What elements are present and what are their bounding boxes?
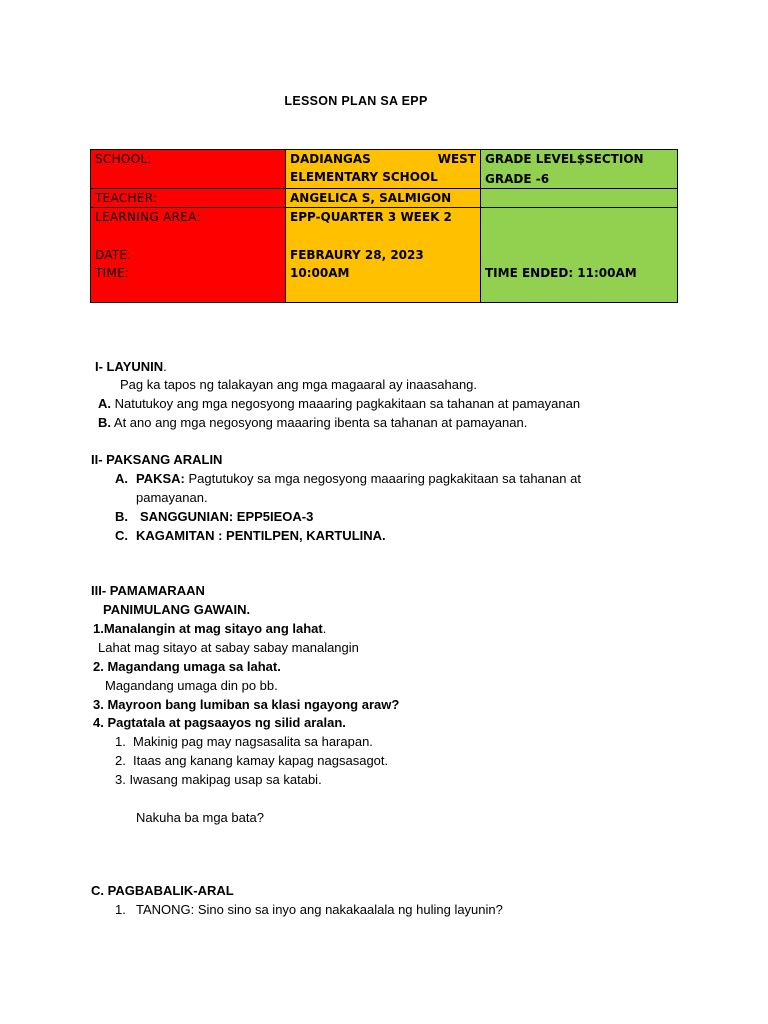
step-2: 2. Magandang umaga sa lahat. [93,659,281,674]
panimulang-heading: PANIMULANG GAWAIN. [103,602,251,617]
school-value-part: DADIANGAS [290,152,371,166]
step-3: 3. Mayroon bang lumiban sa klasi ngayong araw? [93,697,400,712]
list-marker: B. [115,509,128,524]
area-date-time-labels [91,208,286,303]
rule-1 [115,734,373,749]
paksang-item-c [115,528,386,543]
paksang-item-b [115,509,313,524]
area-value: EPP-QUARTER 3 WEEK 2 [290,210,452,224]
paksa-text: Pagtutukoy sa mga negosyong maaaring pagkakitaan sa tahanan at [184,471,581,486]
layunin-item-b [98,415,527,430]
layunin-intro: Pag ka tapos ng talakayan ang mga magaaral ay inaasahang. [120,377,478,392]
layunin-heading [95,359,167,374]
step-4: 4. Pagtatala at pagsaayos ng silid aralan. [93,715,346,730]
grade-cell [481,150,678,189]
list-marker: A. [115,471,128,486]
rule-2-text: Itaas ang kanang kamay kapag nagsasagot. [133,753,389,768]
paksang-item-a [115,471,581,486]
step-1-response: Lahat mag sitayo at sabay sabay manalangin [98,640,359,655]
date-value: FEBRAURY 28, 2023 [290,248,424,262]
rule-3: 3. Iwasang makipag usap sa katabi. [115,772,322,787]
grade-value: GRADE -6 [485,172,550,186]
list-marker: C. [115,528,128,543]
list-marker: 1. [115,734,126,749]
grade-label: GRADE LEVEL$SECTION [485,152,644,166]
area-label: LEARNING AREA: [95,210,201,224]
layunin-item-a [98,396,580,411]
list-marker: 2. [115,753,126,768]
page-title: LESSON PLAN SA EPP [284,94,428,108]
paksang-heading: II- PAKSANG ARALIN [91,452,223,467]
paksa-label: PAKSA: [136,471,185,486]
kagamitan-text: KAGAMITAN : PENTILPEN, KARTULINA. [136,528,386,543]
list-marker: 1. [115,902,126,917]
step-1-dot: . [322,621,327,636]
layunin-heading-text: I- LAYUNIN [95,359,164,374]
balik-question-text: TANONG: Sino sino sa inyo ang nakakaalala ng huling layunin? [136,902,503,917]
sanggunian-text: SANGGUNIAN: EPP5IEOA-3 [140,509,314,524]
balik-heading: C. PAGBABALIK-ARAL [91,883,234,898]
paksang-item-a-cont: pamayanan. [136,490,208,505]
school-value-part: WEST [437,152,476,166]
rule-1-text: Makinig pag may nagsasalita sa harapan. [133,734,373,749]
info-table [90,149,678,303]
rule-2 [115,753,388,768]
layunin-heading-dot: . [163,359,167,374]
step-1 [93,621,326,636]
school-value [286,150,481,189]
school-label: SCHOOL: [91,150,286,189]
time-label: TIME: [95,266,130,280]
list-marker: B. [98,415,111,430]
time-ended-cell [481,208,678,303]
teacher-blank [481,189,678,208]
time-ended: TIME ENDED: 11:00AM [485,266,637,280]
school-value-line: ELEMENTARY SCHOOL [290,170,438,184]
teacher-value: ANGELICA S, SALMIGON [286,189,481,208]
area-date-time-values [286,208,481,303]
step-2-response: Magandang umaga din po bb. [105,678,278,693]
list-marker: A. [98,396,111,411]
step-1-text: 1.Manalangin at mag sitayo ang lahat [93,621,323,636]
time-value: 10:00AM [290,266,350,280]
teacher-label: TEACHER: [91,189,286,208]
balik-question [115,902,503,917]
layunin-item-b-text: At ano ang mga negosyong maaaring ibenta sa tahanan at pamayanan. [111,415,528,430]
pamamaraan-heading: III- PAMAMARAAN [91,583,205,598]
check-question: Nakuha ba mga bata? [136,810,264,825]
layunin-item-a-text: Natutukoy ang mga negosyong maaaring pagkakitaan sa tahanan at pamayanan [111,396,581,411]
date-label: DATE: [95,248,132,262]
